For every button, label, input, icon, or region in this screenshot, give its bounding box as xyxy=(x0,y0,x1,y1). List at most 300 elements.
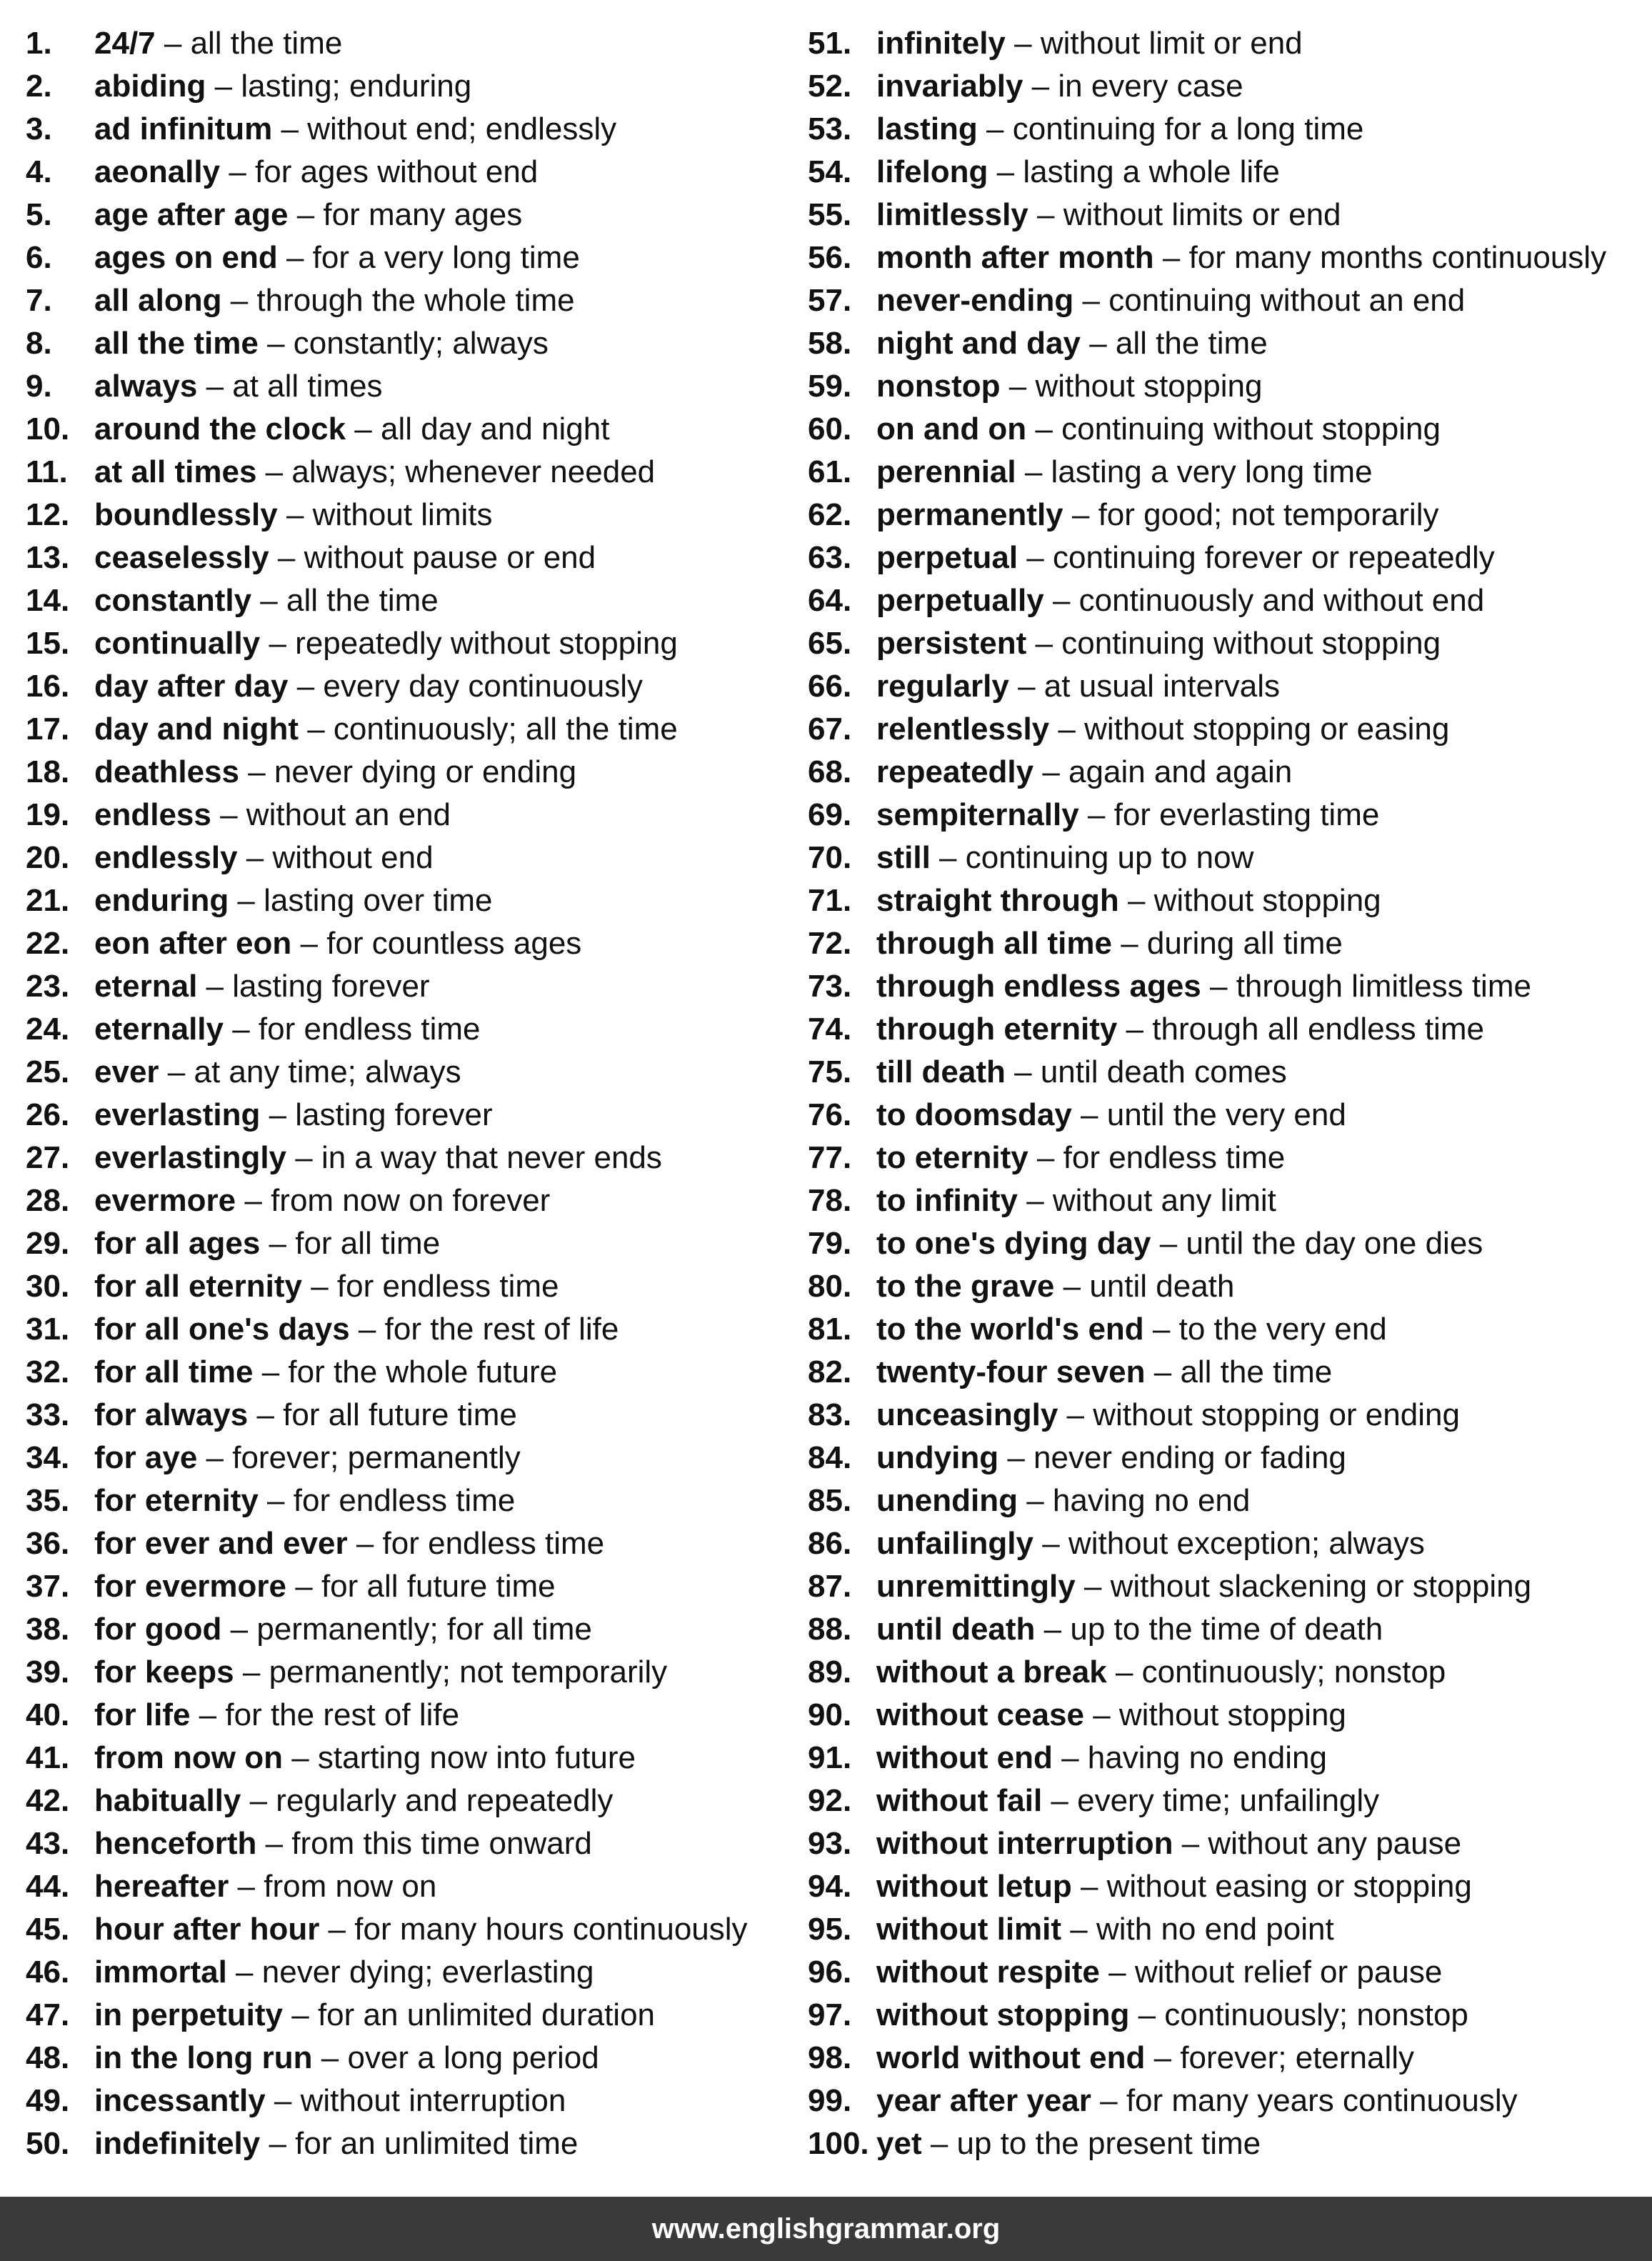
item-number: 35. xyxy=(26,1483,70,1518)
list-item xyxy=(808,1094,1636,1137)
item-definition: for a very long time xyxy=(312,240,580,275)
item-definition: through the whole time xyxy=(256,283,575,318)
item-definition: continuously; all the time xyxy=(333,712,678,747)
item-definition: for many ages xyxy=(323,197,523,232)
list-item xyxy=(26,1780,804,1822)
item-separator: – xyxy=(1028,1140,1063,1175)
item-term: without a break xyxy=(876,1654,1107,1689)
list-item xyxy=(26,1608,804,1651)
item-number: 19. xyxy=(26,797,70,832)
item-term: month after month xyxy=(876,240,1154,275)
item-term: without letup xyxy=(876,1869,1072,1904)
item-term: in the long run xyxy=(94,2040,313,2075)
item-number: 14. xyxy=(26,583,70,618)
item-term: aeonally xyxy=(94,154,221,189)
item-term: abiding xyxy=(94,69,206,104)
item-number: 97. xyxy=(808,1997,852,2032)
list-item xyxy=(808,65,1636,108)
list-item xyxy=(26,1822,804,1865)
list-item xyxy=(26,665,804,708)
item-term: all the time xyxy=(94,326,259,361)
item-separator: – xyxy=(221,1612,257,1647)
item-definition: for many months continuously xyxy=(1188,240,1607,275)
item-definition: through all endless time xyxy=(1152,1012,1484,1047)
list-item xyxy=(26,494,804,536)
item-definition: without stopping or ending xyxy=(1093,1397,1460,1432)
list-item xyxy=(808,322,1636,365)
item-number: 82. xyxy=(808,1354,852,1389)
item-separator: – xyxy=(1033,1526,1068,1561)
item-separator: – xyxy=(1008,669,1044,704)
item-definition: over a long period xyxy=(347,2040,599,2075)
item-number: 73. xyxy=(808,969,852,1004)
item-number: 2. xyxy=(26,69,52,104)
item-number: 96. xyxy=(808,1955,852,1990)
item-separator: – xyxy=(1099,1955,1135,1990)
item-term: day and night xyxy=(94,712,299,747)
list-item xyxy=(808,1137,1636,1179)
item-number: 88. xyxy=(808,1612,852,1647)
list-item xyxy=(26,1351,804,1394)
item-term: day after day xyxy=(94,669,289,704)
item-definition: never ending or fading xyxy=(1033,1440,1346,1475)
item-separator: – xyxy=(1058,1397,1093,1432)
item-number: 3. xyxy=(26,111,52,146)
item-term: for all time xyxy=(94,1354,254,1389)
item-definition: until the very end xyxy=(1106,1097,1346,1132)
item-term: boundlessly xyxy=(94,497,278,532)
item-number: 95. xyxy=(808,1912,852,1947)
item-separator: – xyxy=(1017,1483,1053,1518)
item-term: for evermore xyxy=(94,1569,287,1604)
list-item xyxy=(808,494,1636,536)
item-number: 90. xyxy=(808,1697,852,1732)
item-separator: – xyxy=(272,111,308,146)
list-item xyxy=(808,879,1636,922)
item-number: 16. xyxy=(26,669,70,704)
item-definition: for countless ages xyxy=(326,926,582,961)
item-separator: – xyxy=(1000,369,1036,404)
item-term: unfailingly xyxy=(876,1526,1033,1561)
item-separator: – xyxy=(286,1140,321,1175)
item-definition: for many years continuously xyxy=(1126,2083,1518,2118)
item-definition: for an unlimited duration xyxy=(317,1997,656,2032)
item-separator: – xyxy=(258,326,294,361)
item-number: 45. xyxy=(26,1912,70,1947)
item-term: to the grave xyxy=(876,1269,1055,1304)
list-item xyxy=(808,1780,1636,1822)
item-number: 4. xyxy=(26,154,52,189)
item-definition: starting now into future xyxy=(317,1740,636,1775)
list-item xyxy=(26,1222,804,1265)
list-item xyxy=(808,708,1636,751)
item-separator: – xyxy=(1005,26,1041,61)
item-definition: never dying or ending xyxy=(274,754,577,789)
item-number: 50. xyxy=(26,2126,70,2161)
item-separator: – xyxy=(1145,1354,1181,1389)
item-definition: up to the time of death xyxy=(1070,1612,1383,1647)
item-definition: all day and night xyxy=(381,411,610,446)
list-item xyxy=(26,837,804,879)
item-separator: – xyxy=(1035,1612,1071,1647)
item-separator: – xyxy=(349,1312,385,1347)
item-term: night and day xyxy=(876,326,1081,361)
item-definition: through limitless time xyxy=(1236,969,1531,1004)
item-term: eternal xyxy=(94,969,198,1004)
item-term: incessantly xyxy=(94,2083,266,2118)
list-item xyxy=(808,579,1636,622)
item-number: 26. xyxy=(26,1097,70,1132)
item-number: 76. xyxy=(808,1097,852,1132)
item-term: for all one's days xyxy=(94,1312,350,1347)
item-term: to the world's end xyxy=(876,1312,1144,1347)
item-number: 33. xyxy=(26,1397,70,1432)
list-item xyxy=(26,1394,804,1437)
item-term: everlastingly xyxy=(94,1140,287,1175)
list-item xyxy=(808,1608,1636,1651)
item-definition: lasting a whole life xyxy=(1023,154,1280,189)
item-number: 58. xyxy=(808,326,852,361)
item-definition: repeatedly without stopping xyxy=(295,626,678,661)
item-definition: until death xyxy=(1089,1269,1235,1304)
item-separator: – xyxy=(1005,1054,1041,1089)
item-separator: – xyxy=(236,1183,271,1218)
list-item xyxy=(808,151,1636,194)
item-term: without cease xyxy=(876,1697,1084,1732)
list-item xyxy=(26,65,804,108)
item-definition: forever; permanently xyxy=(232,1440,521,1475)
item-definition: to the very end xyxy=(1178,1312,1387,1347)
item-definition: for many hours continuously xyxy=(354,1912,748,1947)
item-number: 60. xyxy=(808,411,852,446)
item-separator: – xyxy=(1117,1012,1153,1047)
item-definition: for ages without end xyxy=(255,154,539,189)
list-item xyxy=(808,536,1636,579)
list-item xyxy=(808,22,1636,65)
item-number: 17. xyxy=(26,712,70,747)
item-number: 8. xyxy=(26,326,52,361)
item-separator: – xyxy=(282,1740,318,1775)
item-term: ages on end xyxy=(94,240,278,275)
list-item xyxy=(26,965,804,1008)
item-number: 24. xyxy=(26,1012,70,1047)
item-term: repeatedly xyxy=(876,754,1034,789)
item-number: 91. xyxy=(808,1740,852,1775)
item-separator: – xyxy=(347,1526,383,1561)
list-item xyxy=(808,837,1636,879)
list-item xyxy=(808,1522,1636,1565)
item-separator: – xyxy=(251,583,286,618)
item-term: to doomsday xyxy=(876,1097,1072,1132)
item-definition: lasting forever xyxy=(295,1097,493,1132)
list-item xyxy=(808,1822,1636,1865)
item-separator: – xyxy=(286,1569,321,1604)
item-term: yet xyxy=(876,2126,922,2161)
item-number: 7. xyxy=(26,283,52,318)
item-separator: – xyxy=(256,454,292,489)
item-number: 99. xyxy=(808,2083,852,2118)
item-definition: at any time; always xyxy=(194,1054,461,1089)
item-term: on and on xyxy=(876,411,1027,446)
item-term: continually xyxy=(94,626,261,661)
item-term: everlasting xyxy=(94,1097,261,1132)
list-item xyxy=(808,622,1636,665)
item-term: invariably xyxy=(876,69,1023,104)
item-term: till death xyxy=(876,1054,1006,1089)
list-item xyxy=(808,922,1636,965)
item-number: 55. xyxy=(808,197,852,232)
item-definition: without an end xyxy=(246,797,451,832)
item-definition: for endless time xyxy=(1063,1140,1286,1175)
item-separator: – xyxy=(1049,712,1085,747)
item-term: perennial xyxy=(876,454,1016,489)
item-definition: all the time xyxy=(286,583,439,618)
item-number: 48. xyxy=(26,2040,70,2075)
item-separator: – xyxy=(223,1012,259,1047)
item-number: 68. xyxy=(808,754,852,789)
item-number: 93. xyxy=(808,1826,852,1861)
item-definition: without stopping xyxy=(1118,1697,1346,1732)
item-number: 78. xyxy=(808,1183,852,1218)
list-item xyxy=(26,194,804,236)
item-term: to infinity xyxy=(876,1183,1018,1218)
item-number: 66. xyxy=(808,669,852,704)
item-term: henceforth xyxy=(94,1826,257,1861)
list-item xyxy=(26,2080,804,2122)
item-separator: – xyxy=(299,712,334,747)
item-term: permanently xyxy=(876,497,1063,532)
item-separator: – xyxy=(1071,1869,1107,1904)
item-number: 75. xyxy=(808,1054,852,1089)
list-item xyxy=(26,2037,804,2080)
item-definition: for all future time xyxy=(321,1569,556,1604)
footer-url[interactable]: www.englishgrammar.org xyxy=(651,2213,1001,2245)
item-term: ceaselessly xyxy=(94,540,269,575)
item-definition: without easing or stopping xyxy=(1106,1869,1472,1904)
item-term: for life xyxy=(94,1697,191,1732)
item-term: at all times xyxy=(94,454,257,489)
list-item xyxy=(26,1694,804,1737)
item-number: 20. xyxy=(26,840,70,875)
item-definition: for endless time xyxy=(293,1483,516,1518)
item-separator: – xyxy=(1145,2040,1181,2075)
item-separator: – xyxy=(283,1997,318,2032)
item-definition: without end xyxy=(272,840,434,875)
item-definition: forever; eternally xyxy=(1180,2040,1415,2075)
item-number: 100. xyxy=(808,2126,869,2161)
item-number: 37. xyxy=(26,1569,70,1604)
item-number: 46. xyxy=(26,1955,70,1990)
item-number: 5. xyxy=(26,197,52,232)
item-number: 74. xyxy=(808,1012,852,1047)
list-item xyxy=(26,151,804,194)
item-term: lifelong xyxy=(876,154,988,189)
item-separator: – xyxy=(256,1826,292,1861)
list-item xyxy=(808,2122,1636,2165)
item-term: straight through xyxy=(876,883,1119,918)
list-item xyxy=(808,1351,1636,1394)
item-term: immortal xyxy=(94,1955,227,1990)
item-separator: – xyxy=(1153,240,1189,275)
item-definition: all the time xyxy=(1115,326,1268,361)
item-term: never-ending xyxy=(876,283,1074,318)
item-definition: lasting; enduring xyxy=(241,69,472,104)
item-number: 89. xyxy=(808,1654,852,1689)
item-number: 40. xyxy=(26,1697,70,1732)
item-number: 84. xyxy=(808,1440,852,1475)
item-number: 52. xyxy=(808,69,852,104)
word-list-right-column xyxy=(808,22,1636,2165)
item-separator: – xyxy=(1078,797,1114,832)
item-number: 87. xyxy=(808,1569,852,1604)
item-term: constantly xyxy=(94,583,252,618)
item-separator: – xyxy=(248,1397,284,1432)
item-number: 51. xyxy=(808,26,852,61)
item-separator: – xyxy=(159,1054,194,1089)
item-separator: – xyxy=(998,1440,1034,1475)
item-definition: at all times xyxy=(232,369,383,404)
item-term: age after age xyxy=(94,197,289,232)
item-definition: continuing up to now xyxy=(965,840,1254,875)
item-separator: – xyxy=(1083,1697,1119,1732)
item-term: twenty-four seven xyxy=(876,1354,1146,1389)
item-number: 59. xyxy=(808,369,852,404)
item-term: without stopping xyxy=(876,1997,1130,2032)
item-number: 23. xyxy=(26,969,70,1004)
list-item xyxy=(808,1437,1636,1479)
item-number: 1. xyxy=(26,26,52,61)
item-number: 44. xyxy=(26,1869,70,1904)
list-item xyxy=(26,1908,804,1951)
item-term: unending xyxy=(876,1483,1018,1518)
list-item xyxy=(26,708,804,751)
item-definition: without any limit xyxy=(1052,1183,1276,1218)
item-definition: from now on xyxy=(264,1869,437,1904)
item-term: lasting xyxy=(876,111,978,146)
list-item xyxy=(808,2080,1636,2122)
item-number: 54. xyxy=(808,154,852,189)
item-number: 62. xyxy=(808,497,852,532)
item-term: in perpetuity xyxy=(94,1997,284,2032)
list-item xyxy=(26,579,804,622)
list-item xyxy=(808,751,1636,794)
item-definition: lasting a very long time xyxy=(1051,454,1373,489)
list-item xyxy=(26,1651,804,1694)
list-item xyxy=(26,1437,804,1479)
item-number: 49. xyxy=(26,2083,70,2118)
item-definition: continuing for a long time xyxy=(1012,111,1364,146)
item-term: evermore xyxy=(94,1183,236,1218)
item-definition: for all future time xyxy=(283,1397,517,1432)
list-item xyxy=(808,1865,1636,1908)
item-number: 32. xyxy=(26,1354,70,1389)
list-item xyxy=(26,236,804,279)
item-separator: – xyxy=(291,926,327,961)
list-item xyxy=(26,1008,804,1051)
item-term: hereafter xyxy=(94,1869,229,1904)
item-separator: – xyxy=(312,2040,348,2075)
list-item xyxy=(808,1565,1636,1608)
item-definition: for the rest of life xyxy=(225,1697,460,1732)
item-separator: – xyxy=(1112,926,1147,961)
item-number: 43. xyxy=(26,1826,70,1861)
list-item xyxy=(26,622,804,665)
item-definition: without interruption xyxy=(300,2083,566,2118)
item-definition: having no ending xyxy=(1087,1740,1327,1775)
list-item xyxy=(26,922,804,965)
item-separator: – xyxy=(1073,283,1109,318)
list-item xyxy=(26,1179,804,1222)
list-item xyxy=(26,1265,804,1308)
list-item xyxy=(808,1694,1636,1737)
list-item xyxy=(808,365,1636,408)
item-separator: – xyxy=(1017,1183,1053,1218)
item-term: unceasingly xyxy=(876,1397,1058,1432)
item-term: persistent xyxy=(876,626,1027,661)
item-term: for always xyxy=(94,1397,249,1432)
item-term: world without end xyxy=(876,2040,1146,2075)
item-separator: – xyxy=(930,840,966,875)
item-term: around the clock xyxy=(94,411,346,446)
item-separator: – xyxy=(226,1955,262,1990)
item-term: endlessly xyxy=(94,840,238,875)
item-definition: lasting forever xyxy=(232,969,430,1004)
list-item xyxy=(26,1865,804,1908)
item-number: 18. xyxy=(26,754,70,789)
item-number: 15. xyxy=(26,626,70,661)
item-number: 53. xyxy=(808,111,852,146)
item-term: all along xyxy=(94,283,222,318)
item-separator: – xyxy=(921,2126,957,2161)
item-number: 67. xyxy=(808,712,852,747)
item-number: 77. xyxy=(808,1140,852,1175)
item-separator: – xyxy=(288,197,324,232)
item-term: for ever and ever xyxy=(94,1526,348,1561)
item-number: 42. xyxy=(26,1783,70,1818)
list-item xyxy=(26,794,804,837)
item-definition: without end; endlessly xyxy=(307,111,617,146)
list-item xyxy=(808,1479,1636,1522)
item-definition: all the time xyxy=(190,26,343,61)
item-separator: – xyxy=(1054,1269,1090,1304)
item-term: relentlessly xyxy=(876,712,1050,747)
item-term: year after year xyxy=(876,2083,1091,2118)
item-separator: – xyxy=(206,69,241,104)
item-definition: without any pause xyxy=(1208,1826,1462,1861)
list-item xyxy=(26,1094,804,1137)
item-number: 39. xyxy=(26,1654,70,1689)
list-item xyxy=(26,1565,804,1608)
item-definition: for endless time xyxy=(382,1526,605,1561)
item-number: 64. xyxy=(808,583,852,618)
list-item xyxy=(26,751,804,794)
item-definition: continuously; nonstop xyxy=(1141,1654,1446,1689)
item-term: through endless ages xyxy=(876,969,1201,1004)
item-number: 41. xyxy=(26,1740,70,1775)
item-term: for all ages xyxy=(94,1226,261,1261)
item-separator: – xyxy=(1129,1997,1165,2032)
item-term: always xyxy=(94,369,198,404)
list-item xyxy=(808,108,1636,151)
list-item xyxy=(26,1737,804,1780)
item-definition: for the whole future xyxy=(288,1354,558,1389)
item-definition: at usual intervals xyxy=(1043,669,1280,704)
item-definition: from this time onward xyxy=(291,1826,592,1861)
list-item xyxy=(26,1994,804,2037)
item-term: nonstop xyxy=(876,369,1001,404)
item-number: 38. xyxy=(26,1612,70,1647)
item-definition: every time; unfailingly xyxy=(1077,1783,1380,1818)
